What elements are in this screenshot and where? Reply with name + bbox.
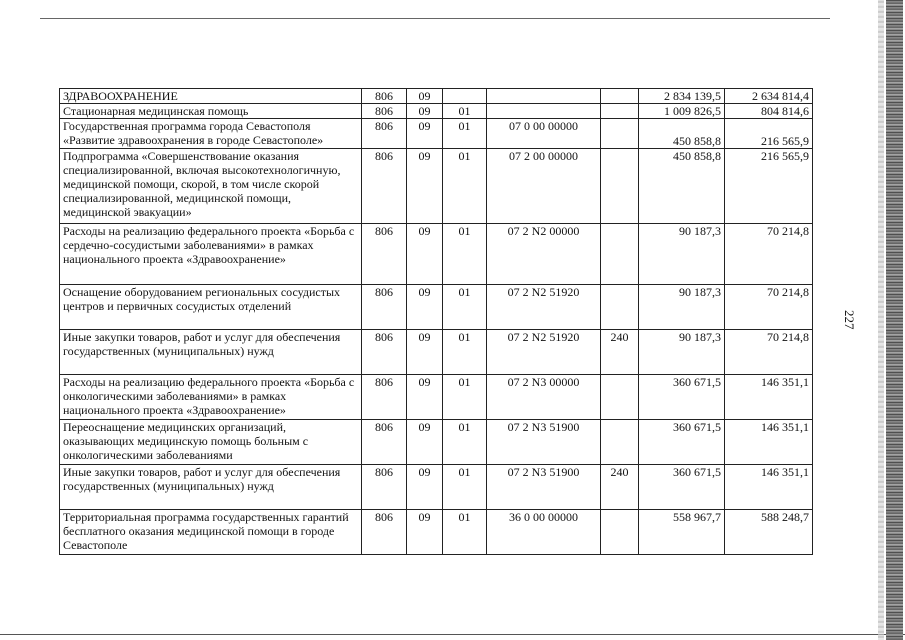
cell-pr: 01 xyxy=(443,375,487,420)
scan-edge-noise xyxy=(886,0,903,640)
cell-amount-year1: 360 671,5 xyxy=(639,375,725,420)
cell-rz: 09 xyxy=(407,104,443,119)
cell-csr: 36 0 00 00000 xyxy=(487,510,601,555)
cell-ved: 806 xyxy=(362,420,407,465)
cell-ved: 806 xyxy=(362,119,407,149)
cell-ved: 806 xyxy=(362,465,407,510)
cell-name: Иные закупки товаров, работ и услуг для обеспечения государственных (муниципальных) нужд xyxy=(60,465,362,510)
cell-vr xyxy=(601,510,639,555)
cell-csr: 07 0 00 00000 xyxy=(487,119,601,149)
cell-csr: 07 2 N3 51900 xyxy=(487,420,601,465)
cell-amount-year1: 450 858,8 xyxy=(639,149,725,224)
cell-csr: 07 2 N3 00000 xyxy=(487,375,601,420)
cell-amount-year1: 90 187,3 xyxy=(639,330,725,375)
table-row xyxy=(60,420,813,465)
scan-edge-shadow xyxy=(878,0,884,640)
cell-amount-year1: 2 834 139,5 xyxy=(639,89,725,104)
cell-amount-year2: 146 351,1 xyxy=(725,375,813,420)
cell-pr: 01 xyxy=(443,149,487,224)
cell-csr: 07 2 N2 51920 xyxy=(487,285,601,330)
cell-name: Стационарная медицинская помощь xyxy=(60,104,362,119)
cell-amount-year1: 360 671,5 xyxy=(639,420,725,465)
cell-pr: 01 xyxy=(443,330,487,375)
cell-pr xyxy=(443,89,487,104)
cell-csr xyxy=(487,89,601,104)
cell-vr xyxy=(601,224,639,285)
cell-pr: 01 xyxy=(443,420,487,465)
cell-rz: 09 xyxy=(407,285,443,330)
cell-amount-year2: 216 565,9 xyxy=(725,149,813,224)
cell-vr xyxy=(601,285,639,330)
table-row xyxy=(60,510,813,555)
cell-amount-year2: 70 214,8 xyxy=(725,330,813,375)
cell-pr: 01 xyxy=(443,224,487,285)
cell-name: Оснащение оборудованием региональных сосудистых центров и первичных сосудистых отделений xyxy=(60,285,362,330)
cell-vr xyxy=(601,89,639,104)
cell-rz: 09 xyxy=(407,224,443,285)
cell-ved: 806 xyxy=(362,89,407,104)
table-row xyxy=(60,104,813,119)
cell-name: Государственная программа города Севастополя «Развитие здравоохранения в городе Севастополе» xyxy=(60,119,362,149)
cell-rz: 09 xyxy=(407,149,443,224)
cell-vr: 240 xyxy=(601,465,639,510)
table-row xyxy=(60,375,813,420)
cell-name: Подпрограмма «Совершенствование оказания специализированной, включая высокотехнологичную, медицинской помощи, скорой, в том числе скорой специализированной, медицинской помощи, медицинской эвакуации» xyxy=(60,149,362,224)
cell-vr xyxy=(601,119,639,149)
cell-amount-year1: 558 967,7 xyxy=(639,510,725,555)
cell-name: Расходы на реализацию федерального проекта «Борьба с онкологическими заболеваниями» в рамках национального проекта «Здравоохранение» xyxy=(60,375,362,420)
cell-amount-year1: 1 009 826,5 xyxy=(639,104,725,119)
cell-rz: 09 xyxy=(407,420,443,465)
cell-vr xyxy=(601,104,639,119)
cell-amount-year2: 70 214,8 xyxy=(725,285,813,330)
cell-pr: 01 xyxy=(443,510,487,555)
cell-csr: 07 2 N2 00000 xyxy=(487,224,601,285)
table-row xyxy=(60,285,813,330)
cell-csr: 07 2 00 00000 xyxy=(487,149,601,224)
cell-ved: 806 xyxy=(362,375,407,420)
cell-pr: 01 xyxy=(443,104,487,119)
cell-pr: 01 xyxy=(443,465,487,510)
table-row xyxy=(60,330,813,375)
table-row xyxy=(60,89,813,104)
table-row xyxy=(60,465,813,510)
cell-rz: 09 xyxy=(407,510,443,555)
cell-amount-year2: 216 565,9 xyxy=(725,119,813,149)
cell-amount-year2: 70 214,8 xyxy=(725,224,813,285)
cell-rz: 09 xyxy=(407,119,443,149)
cell-vr xyxy=(601,375,639,420)
cell-amount-year1: 90 187,3 xyxy=(639,224,725,285)
cell-amount-year1: 90 187,3 xyxy=(639,285,725,330)
cell-vr: 240 xyxy=(601,330,639,375)
cell-pr: 01 xyxy=(443,119,487,149)
page-number: 227 xyxy=(842,310,857,330)
cell-ved: 806 xyxy=(362,285,407,330)
cell-csr: 07 2 N2 51920 xyxy=(487,330,601,375)
cell-amount-year1: 450 858,8 xyxy=(639,119,725,149)
cell-csr: 07 2 N3 51900 xyxy=(487,465,601,510)
cell-amount-year2: 146 351,1 xyxy=(725,420,813,465)
cell-pr: 01 xyxy=(443,285,487,330)
cell-ved: 806 xyxy=(362,149,407,224)
budget-table xyxy=(59,88,813,555)
table-row xyxy=(60,224,813,285)
cell-name: Переоснащение медицинских организаций, оказывающих медицинскую помощь больным с онкологическими заболеваниями xyxy=(60,420,362,465)
scan-bottom-line xyxy=(0,634,905,635)
cell-csr xyxy=(487,104,601,119)
table-row xyxy=(60,119,813,149)
cell-amount-year2: 2 634 814,4 xyxy=(725,89,813,104)
cell-vr xyxy=(601,420,639,465)
cell-ved: 806 xyxy=(362,224,407,285)
table-row xyxy=(60,149,813,224)
cell-rz: 09 xyxy=(407,375,443,420)
cell-name: Расходы на реализацию федерального проекта «Борьба с сердечно-сосудистыми заболеваниями» в рамках национального проекта «Здравоохранение» xyxy=(60,224,362,285)
cell-amount-year2: 146 351,1 xyxy=(725,465,813,510)
cell-rz: 09 xyxy=(407,330,443,375)
cell-amount-year2: 588 248,7 xyxy=(725,510,813,555)
cell-name: Иные закупки товаров, работ и услуг для обеспечения государственных (муниципальных) нужд xyxy=(60,330,362,375)
cell-ved: 806 xyxy=(362,330,407,375)
cell-amount-year2: 804 814,6 xyxy=(725,104,813,119)
cell-vr xyxy=(601,149,639,224)
cell-ved: 806 xyxy=(362,104,407,119)
scan-top-line xyxy=(40,18,830,19)
cell-name: ЗДРАВООХРАНЕНИЕ xyxy=(60,89,362,104)
cell-ved: 806 xyxy=(362,510,407,555)
cell-rz: 09 xyxy=(407,465,443,510)
cell-amount-year1: 360 671,5 xyxy=(639,465,725,510)
cell-rz: 09 xyxy=(407,89,443,104)
cell-name: Территориальная программа государственных гарантий бесплатного оказания медицинской помощи в городе Севастополе xyxy=(60,510,362,555)
